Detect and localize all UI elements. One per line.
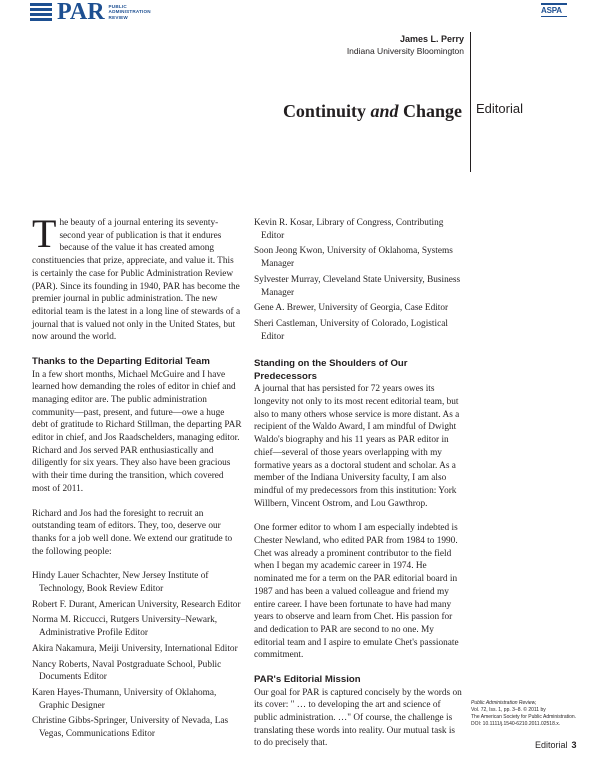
intro-paragraph: The beauty of a journal entering its seventy-second year of publication is that it endures because of the value it has created among constituencies that prize, appreciate, and value it. This is certainly the case for Public Administration Review (PAR). Since its founding in 1940, PAR has become the premier journal in public administration. The new editorial team is the latest in a long line of stewards of a journal that is valued not only in the United States, but now around the world. bbox=[32, 211, 241, 343]
logo-word: PAR bbox=[57, 0, 105, 25]
editor-list-item: Akira Nakamura, Meiji University, International Editor bbox=[32, 643, 238, 654]
citation-block: Public Administration Review, Vol. 72, Iss. 1, pp. 3–8. © 2011 by The American Society for Public Administration. DOI: 10.1111/j.1540-6210.2011.02518.x. bbox=[471, 700, 577, 727]
editor-list-item: Soon Jeong Kwon, University of Oklahoma, Systems Manager bbox=[254, 246, 453, 270]
page-footer bbox=[535, 740, 577, 750]
author-name: James L. Perry bbox=[399, 34, 464, 44]
editor-list-item: Christine Gibbs-Springer, University of Nevada, Las Vegas, Communications Editor bbox=[32, 716, 229, 740]
editor-list-item: Kevin R. Kosar, Library of Congress, Contributing Editor bbox=[254, 218, 444, 241]
logo-subtitle: PUBLIC ADMINISTRATION REVIEW bbox=[108, 4, 151, 20]
heading-predecessors: Standing on the Shoulders of Our Predecessors bbox=[254, 358, 408, 382]
drop-cap: T bbox=[32, 211, 57, 256]
paragraph: In a few short months, Michael McGuire and I have learned how demanding the roles of editor in chief and managing editor are. The public administration community—past, present, and future—owe a huge debt of gratitude to Richard Stillman, the departing PAR editor in chief, and Jos Raadschelders, managing editor. Richard and Jos served PAR enthusiastically and diligently for six years. They also have been gracious with their time during the transition, which covered most of 2011. bbox=[32, 369, 242, 494]
logo-bars-icon bbox=[30, 1, 54, 23]
editor-list-item: Gene A. Brewer, University of Georgia, Case Editor bbox=[254, 303, 449, 314]
editor-list-item: Nancy Roberts, Naval Postgraduate School, Public Documents Editor bbox=[32, 659, 222, 683]
editor-list-item: Karen Hayes-Thumann, University of Oklahoma, Graphic Designer bbox=[32, 688, 217, 711]
paragraph: Our goal for PAR is captured concisely by the words on its cover: " … to developing the art and science of public administration. …" Of course, the challenge is translating these words into reality. Our mutual task is to do precisely that. bbox=[254, 687, 462, 749]
author-block bbox=[347, 33, 464, 57]
author-affiliation: Indiana University Bloomington bbox=[346, 46, 464, 56]
paragraph: One former editor to whom I am especially indebted is Chester Newland, who edited PAR from 1984 to 1990. Chet was already a prominent contributor to the field when I began my academic career in 1974. He nominated me for a term on the PAR editorial board in 1987 and has been a valued colleague and friend my entire career. I have been fortunate to have had many years to observe and learn from Chet. His passion for and dedication to PAR are second to no one. My editorial team and I aspire to emulate Chet's passionate commitment. bbox=[254, 523, 459, 661]
editor-list-item: Sylvester Murray, Cleveland State University, Business Manager bbox=[254, 274, 461, 298]
column-left bbox=[32, 211, 242, 744]
article-title: Continuity and Change bbox=[282, 101, 462, 121]
editor-list-item: Hindy Lauer Schachter, New Jersey Institute of Technology, Book Review Editor bbox=[32, 571, 209, 595]
vertical-divider bbox=[470, 32, 471, 172]
editor-list-item: Norma M. Riccucci, Rutgers University–Newark, Administrative Profile Editor bbox=[32, 615, 218, 639]
par-logo bbox=[30, 0, 151, 24]
aspa-logo: ASPA bbox=[541, 3, 567, 19]
editor-list-item: Robert F. Durant, American University, Research Editor bbox=[32, 599, 241, 610]
section-label: Editorial bbox=[476, 101, 523, 116]
footer-label: Editorial bbox=[535, 740, 568, 750]
heading-mission: PAR's Editorial Mission bbox=[254, 674, 361, 686]
column-right bbox=[254, 217, 464, 750]
editor-list-item: Sheri Castleman, University of Colorado, Logistical Editor bbox=[254, 318, 448, 342]
heading-thanks: Thanks to the Departing Editorial Team bbox=[32, 356, 210, 368]
paragraph: Richard and Jos had the foresight to recruit an outstanding team of editors. They, too, deserve our thanks for a job well done. We extend our gratitude to the following people: bbox=[32, 508, 233, 557]
page-number: 3 bbox=[571, 740, 577, 750]
paragraph: A journal that has persisted for 72 years owes its longevity not only to its most recent editorial team, but also to many others whose service is more distant. As a recipient of the Waldo Award, I am mindful of Dwight Waldo's biography and his 11 years as PAR editor in chief—several of those years overlapping with my formative years as a doctoral student and scholar. As a member of the Indiana University faculty, I am also mindful of my predecessors from this institution: York Willbern, Vincent Ostrom, and Lou Gawthrop. bbox=[254, 384, 460, 509]
